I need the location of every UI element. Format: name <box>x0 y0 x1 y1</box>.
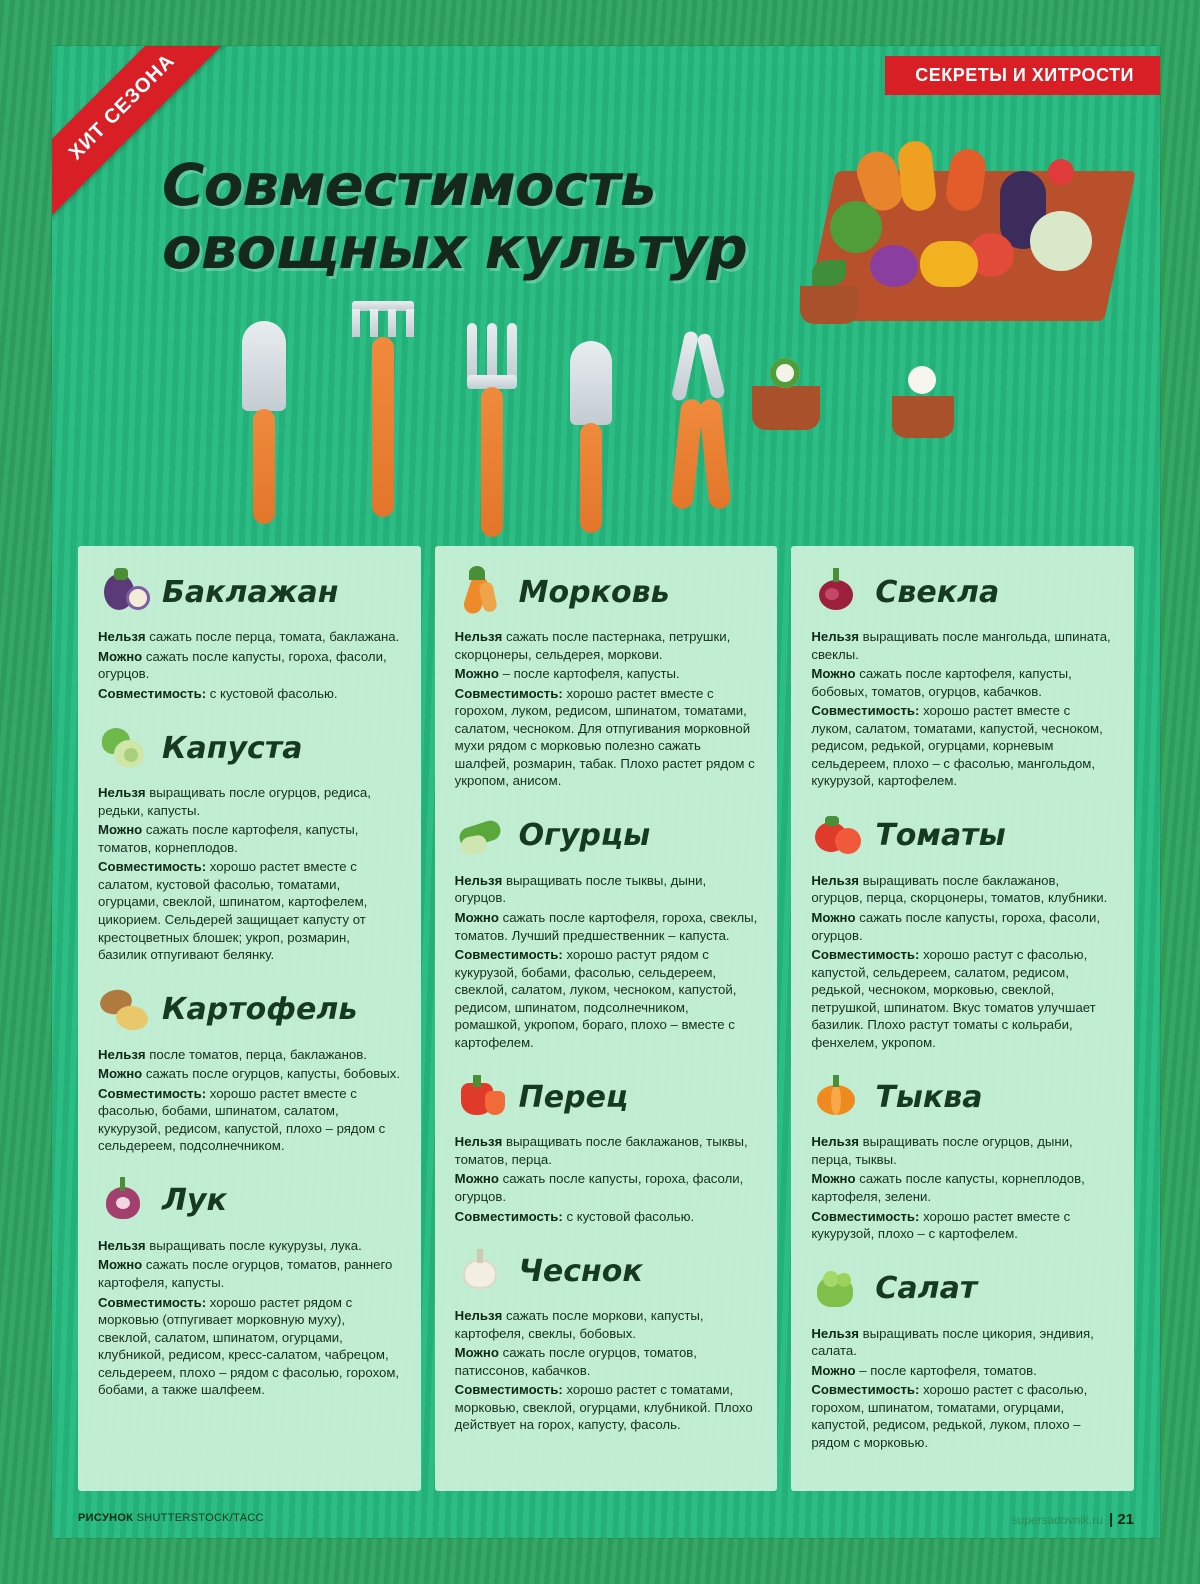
flower-icon <box>908 366 936 394</box>
flower-pot-icon <box>752 386 820 430</box>
compat-line: Совместимость: хорошо растут с фасолью, капустой, сельдереем, салатом, редисом, редькой, чесноком, морковью, свеклой, петрушкой, шпинатом. Вкус томатов улучшает базилик. Плохо растут томаты с кольраби, фенхелем, укропом. <box>811 947 1096 1050</box>
flower-pot-icon <box>892 396 954 438</box>
cucumber-icon <box>455 810 509 862</box>
forbidden-line: Нельзя выращивать после кукурузы, лука. <box>98 1237 362 1253</box>
eggplant-icon <box>98 566 152 618</box>
entry-header <box>455 1069 758 1125</box>
allowed-line: Можно сажать после огурцов, томатов, патиссонов, кабачков. <box>454 1345 697 1378</box>
allowed-line: Можно сажать после капусты, гороха, фасоли, огурцов. <box>98 648 387 682</box>
entry-garlic <box>455 1243 758 1434</box>
garden-tools-illustration <box>202 301 762 551</box>
forbidden-line: Нельзя выращивать после огурцов, редиса, редьки, капусты. <box>98 785 371 818</box>
entry-carrot <box>455 564 758 790</box>
compat-line: Совместимость: хорошо растет вместе с луком, салатом, томатами, капустой, чесноком, редисом, редькой, огурцами, корневым сельдереем, плохо – с фасолью, мангольдом, кукурузой, картофелем. <box>811 703 1103 789</box>
entry-name: Тыква <box>875 1079 983 1115</box>
column-3 <box>791 546 1134 1491</box>
compat-line: Совместимость: хорошо растет вместе с фасолью, бобами, шпинатом, салатом, кукурузой, редисом, капустой, плохо – рядом с сельдереем, подсолнечником. <box>98 1085 386 1154</box>
lettuce-icon <box>811 1263 865 1315</box>
allowed-line: Можно сажать после огурцов, капусты, бобовых. <box>98 1066 400 1082</box>
entry-tomato <box>811 808 1114 1051</box>
entry-header <box>98 720 401 776</box>
forbidden-line: Нельзя выращивать после баклажанов, тыквы, томатов, перца. <box>454 1134 748 1167</box>
compat-line: Совместимость: хорошо растет вместе с горохом, луком, редисом, шпинатом, томатами, салатом, чесноком. Для отпугивания морковной мухи рядом с морковью полезно сажать шалфей, розмарин, табак. Плохо растет рядом с укропом, анисом. <box>454 685 755 789</box>
entry-header <box>811 1069 1114 1125</box>
label-forbidden: Нельзя <box>98 629 146 644</box>
label-allowed: Можно <box>98 648 143 664</box>
compat-line: Совместимость: хорошо растет рядом с морковью (отпугивает морковную муху), свеклой, салатом, шпинатом, огурцами, клубникой, редисом, кресс-салатом, чабрецом, сельдереем, плохо – рядом с фасолью, горохом, бобами, а также шалфеем. <box>98 1294 400 1398</box>
pepper-icon <box>455 1071 509 1123</box>
potato-icon <box>98 984 152 1036</box>
label-compat: Совместимость: <box>98 685 207 701</box>
allowed-line: Можно сажать после капусты, корнеплодов, картофеля, зелени. <box>811 1171 1085 1205</box>
entry-name: Лук <box>162 1183 227 1219</box>
entry-header <box>98 1173 401 1229</box>
compat-line: Совместимость: с кустовой фасолью. <box>454 1208 695 1224</box>
allowed-line: Можно сажать после капусты, гороха, фасоли, огурцов. <box>454 1171 744 1205</box>
entry-header <box>811 1261 1114 1317</box>
entry-lettuce <box>811 1261 1114 1452</box>
site-url: supersadovnik.ru <box>1011 1513 1103 1527</box>
allowed-line: Можно сажать после огурцов, томатов, раннего картофеля, капусты. <box>98 1257 393 1291</box>
entry-eggplant <box>98 564 401 702</box>
allowed-line: Можно сажать после картофеля, капусты, бобовых, томатов, огурцов, кабачков. <box>811 666 1072 699</box>
page-footer: supersadovnik.ru | 21 <box>1011 1511 1134 1528</box>
entry-name: Свекла <box>875 574 1000 610</box>
forbidden-line: Нельзя сажать после моркови, капусты, картофеля, свеклы, бобовых. <box>454 1308 704 1341</box>
entry-header <box>98 564 401 620</box>
secrets-tag: СЕКРЕТЫ И ХИТРОСТИ <box>885 56 1160 95</box>
column-2 <box>435 546 778 1491</box>
onion-icon <box>98 1175 152 1227</box>
entry-header <box>98 982 401 1038</box>
credit-label: РИСУНОК <box>78 1512 134 1524</box>
entry-pumpkin <box>811 1069 1114 1242</box>
entry-header <box>811 564 1114 620</box>
beet-icon <box>811 566 865 618</box>
poster <box>52 46 1160 1538</box>
garlic-icon <box>455 1245 509 1297</box>
entry-name: Чеснок <box>518 1253 643 1289</box>
forbidden-line: Нельзя выращивать после баклажанов, огурцов, перца, скорцонеры, томатов, клубники. <box>811 872 1108 906</box>
cabbage-icon <box>98 722 152 774</box>
forbidden-line: Нельзя сажать после перца, томата, баклажана. <box>98 629 400 644</box>
flower-icon <box>770 358 800 388</box>
carrot-icon <box>455 566 509 618</box>
column-1 <box>78 546 421 1491</box>
allowed-line: Можно – после картофеля, томатов. <box>811 1362 1037 1378</box>
entry-name: Перец <box>518 1079 629 1115</box>
pumpkin-icon <box>811 1071 865 1123</box>
compat-line: Совместимость: хорошо растут рядом с кукурузой, бобами, фасолью, сельдереем, свеклой, салатом, луком, чесноком, капустой, редисом, шпинатом, подсолнечником, ромашкой, укропом, бораго, плохо – вместе с картофелем. <box>454 947 737 1050</box>
season-hit-label: ХИТ СЕЗОНА <box>64 49 179 164</box>
allowed-line: Можно сажать после картофеля, гороха, свеклы, томатов. Лучший предшественник – капуста. <box>454 910 758 943</box>
entry-name: Огурцы <box>518 818 651 854</box>
compat-line: Совместимость: с кустовой фасолью. <box>98 685 338 701</box>
entry-header <box>455 564 758 620</box>
entry-header <box>455 1243 758 1299</box>
entry-onion <box>98 1173 401 1399</box>
vegetable-basket-illustration <box>800 141 1130 361</box>
allowed-line: Можно сажать после картофеля, капусты, томатов, корнеплодов. <box>98 822 359 855</box>
page-title: Совместимость овощных культур <box>162 151 747 282</box>
credit-value: SHUTTERSTOCK/ТАСС <box>136 1512 264 1524</box>
allowed-line: Можно сажать после капусты, гороха, фасоли, огурцов. <box>811 910 1100 943</box>
entry-beet <box>811 564 1114 790</box>
forbidden-line: Нельзя выращивать после огурцов, дыни, перца, тыквы. <box>811 1134 1073 1167</box>
forbidden-line: Нельзя после томатов, перца, баклажанов. <box>98 1046 367 1062</box>
forbidden-line: Нельзя выращивать после мангольда, шпината, свеклы. <box>811 629 1111 662</box>
forbidden-line: Нельзя выращивать после тыквы, дыни, огурцов. <box>454 872 707 906</box>
forbidden-line: Нельзя сажать после пастернака, петрушки, скорцонеры, сельдерея, моркови. <box>454 629 731 662</box>
entry-name: Морковь <box>518 574 670 610</box>
forbidden-line: Нельзя выращивать после цикория, эндивия, салата. <box>811 1325 1094 1359</box>
entry-name: Капуста <box>162 730 303 766</box>
compatibility-columns <box>78 546 1134 1491</box>
entry-cabbage <box>98 720 401 963</box>
entry-header <box>811 808 1114 864</box>
compat-line: Совместимость: хорошо растет вместе с кукурузой, плохо – с картофелем. <box>811 1208 1071 1242</box>
entry-header <box>455 808 758 864</box>
entry-potato <box>98 982 401 1155</box>
entry-cucumber <box>455 808 758 1051</box>
tomato-icon <box>811 810 865 862</box>
flower-pot-icon <box>800 286 858 324</box>
page-number: 21 <box>1117 1511 1134 1528</box>
entry-name: Салат <box>875 1271 978 1307</box>
allowed-line: Можно – после картофеля, капусты. <box>454 666 680 682</box>
compat-line: Совместимость: хорошо растет вместе с салатом, кустовой фасолью, томатами, огурцами, свеклой, шпинатом, картофелем, цикорием. Сельдерей защищает капусту от крестоцветных блошек; укроп, розмарин, базилик отпугивают белянку. <box>98 859 368 963</box>
compat-line: Совместимость: хорошо растет с томатами, морковью, свеклой, огурцами, клубникой. Плохо действует на горох, капусту, фасоль. <box>454 1382 753 1433</box>
entry-pepper <box>455 1069 758 1225</box>
image-credit <box>78 1512 264 1524</box>
entry-name: Баклажан <box>162 574 339 610</box>
entry-name: Картофель <box>162 992 358 1028</box>
entry-name: Томаты <box>875 818 1006 854</box>
plant-leaf-icon <box>812 260 846 286</box>
compat-line: Совместимость: хорошо растет с фасолью, горохом, шпинатом, томатами, огурцами, капустой, редисом, редькой, луком, плохо – рядом с морковью. <box>811 1382 1088 1450</box>
